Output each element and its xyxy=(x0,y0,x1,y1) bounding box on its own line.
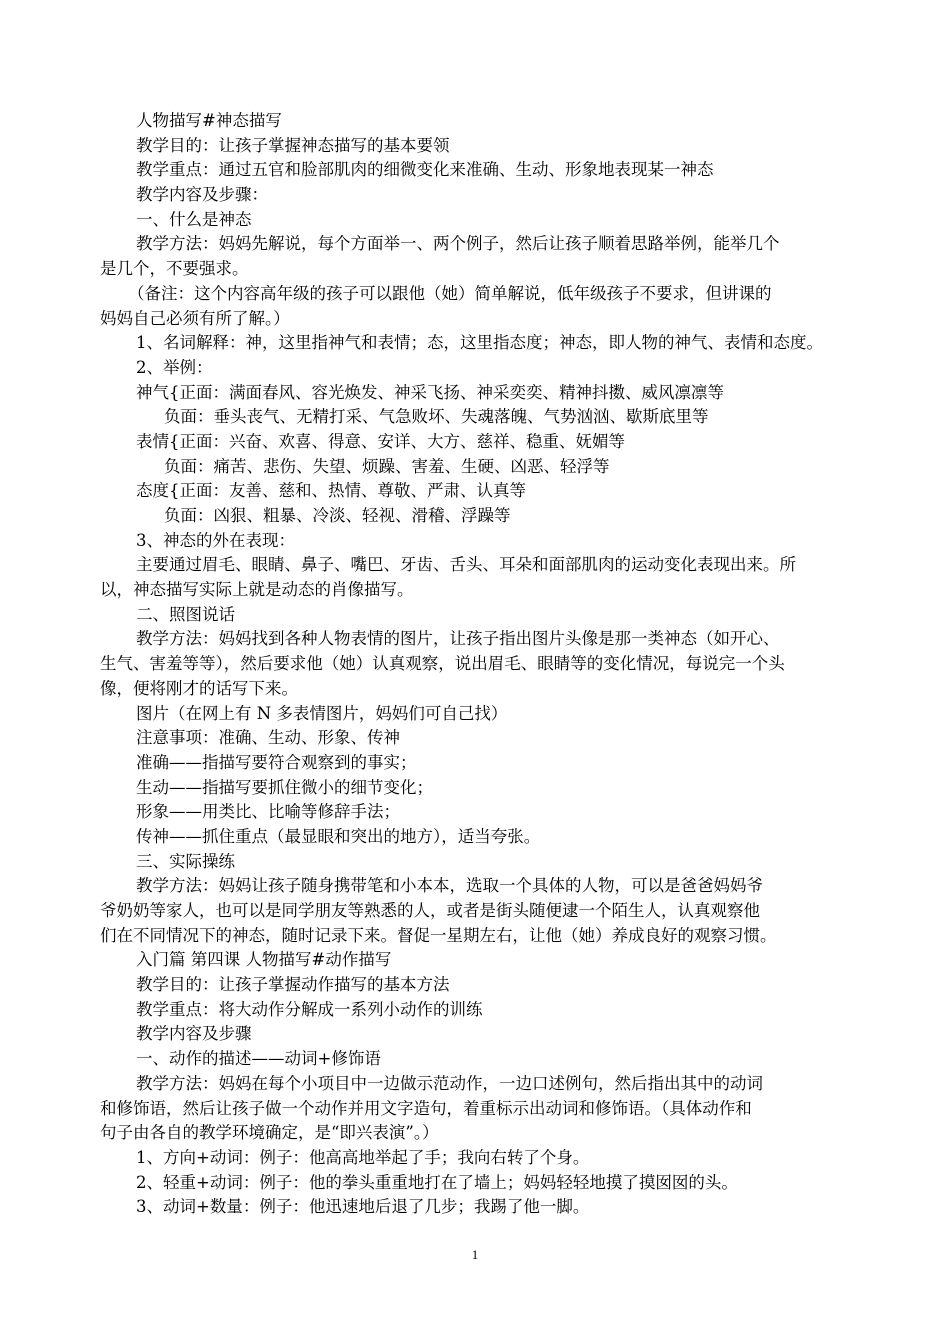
text-line: 3、神态的外在表现： xyxy=(136,530,295,550)
text-line: 形象——用类比、比喻等修辞手法； xyxy=(136,802,400,822)
text-line: 传神——抓住重点（最显眼和突出的地方），适当夸张。 xyxy=(136,826,541,846)
text-line: 教学重点：将大动作分解成一系列小动作的训练 xyxy=(136,999,483,1019)
text-line: 表情{正面：兴奋、欢喜、得意、安详、大方、慈祥、稳重、妩媚等 xyxy=(136,431,625,451)
text-line: 1、方向+动词：例子：他高高地举起了手；我向右转了个身。 xyxy=(136,1147,590,1167)
heading-shentai: 人物描写#神态描写 xyxy=(136,111,282,130)
section-heading: 二、照图说话 xyxy=(136,604,235,624)
text-line: 负面：痛苦、悲伤、失望、烦躁、害羞、生硬、凶恶、轻浮等 xyxy=(164,456,610,476)
text-line: 和修饰语，然后让孩子做一个动作并用文字造句，着重标示出动词和修饰语。（具体动作和 xyxy=(100,1098,752,1118)
text-line: 教学方法：妈妈找到各种人物表情的图片，让孩子指出图片头像是那一类神态（如开心、 xyxy=(136,629,780,649)
text-line: 像，便将刚才的话写下来。 xyxy=(100,678,298,698)
text-line: 教学目的：让孩子掌握动作描写的基本方法 xyxy=(136,975,450,995)
text-line: 生气、害羞等等），然后要求他（她）认真观察，说出眉毛、眼睛等的变化情况，每说完一个头 xyxy=(100,654,785,674)
section-heading: 三、实际操练 xyxy=(136,851,235,871)
text-line: 教学方法：妈妈先解说，每个方面举一、两个例子，然后让孩子顺着思路举例，能举几个 xyxy=(136,234,780,254)
text-line: 教学方法：妈妈让孩子随身携带笔和小本本，选取一个具体的人物，可以是爸爸妈妈爷 xyxy=(136,876,763,896)
heading-dongzuo: 入门篇 第四课 人物描写#动作描写 xyxy=(136,950,392,970)
text-line: 2、举例： xyxy=(136,357,213,377)
text-line: （备注：这个内容高年级的孩子可以跟他（她）简单解说，低年级孩子不要求，但讲课的 xyxy=(128,283,772,303)
document-body xyxy=(100,109,870,1220)
text-line: 妈妈自己必须有所了解。） xyxy=(100,308,290,328)
text-line: 图片（在网上有 N 多表情图片，妈妈们可自己找） xyxy=(136,703,508,723)
text-line: 注意事项：准确、生动、形象、传神 xyxy=(136,728,400,748)
text-line: 以，神态描写实际上就是动态的肖像描写。 xyxy=(100,580,414,600)
text-line: 教学重点：通过五官和脸部肌肉的细微变化来准确、生动、形象地表现某一神态 xyxy=(136,160,714,180)
text-line: 准确——指描写要符合观察到的事实； xyxy=(136,752,417,772)
text-line: 们在不同情况下的神态，随时记录下来。督促一星期左右，让他（她）养成良好的观察习惯。 xyxy=(100,925,777,945)
text-line: 负面：凶狠、粗暴、冷淡、轻视、滑稽、浮躁等 xyxy=(164,506,511,525)
text-line: 1、名词解释：神，这里指神气和表情；态，这里指态度；神态，即人物的神气、表情和态度。 xyxy=(136,333,823,353)
section-heading: 一、什么是神态 xyxy=(136,209,252,229)
text-line: 神气{正面：满面春风、容光焕发、神采飞扬、神采奕奕、精神抖擞、威风凛凛等 xyxy=(136,382,724,402)
text-line: 教学目的：让孩子掌握神态描写的基本要领 xyxy=(136,135,450,155)
text-line: 生动——指描写要抓住微小的细节变化； xyxy=(136,777,433,797)
text-line: 态度{正面：友善、慈和、热情、尊敬、严肃、认真等 xyxy=(136,481,526,501)
section-heading: 一、动作的描述——动词+修饰语 xyxy=(136,1049,381,1069)
text-line: 3、动词+数量：例子：他迅速地后退了几步；我踢了他一脚。 xyxy=(136,1197,590,1217)
text-line: 2、轻重+动词：例子：他的拳头重重地打在了墙上；妈妈轻轻地摸了摸囡囡的头。 xyxy=(136,1172,738,1192)
text-line: 教学内容及步骤 xyxy=(136,1024,252,1044)
text-line: 教学内容及步骤： xyxy=(136,185,268,205)
text-line: 是几个，不要强求。 xyxy=(100,259,249,279)
text-line: 主要通过眉毛、眼睛、鼻子、嘴巴、牙齿、舌头、耳朵和面部肌肉的运动变化表现出来。所 xyxy=(136,555,796,575)
text-line: 爷奶奶等家人，也可以是同学朋友等熟悉的人，或者是街头随便逮一个陌生人，认真观察他 xyxy=(100,901,760,920)
text-line: 教学方法：妈妈在每个小项目中一边做示范动作，一边口述例句，然后指出其中的动词 xyxy=(136,1073,763,1093)
text-line: 负面：垂头丧气、无精打采、气急败坏、失魂落魄、气势汹汹、歇斯底里等 xyxy=(164,407,709,427)
page-number: 1 xyxy=(471,1247,479,1262)
text-line: 句子由各自的教学环境确定，是“即兴表演”。） xyxy=(100,1123,439,1143)
